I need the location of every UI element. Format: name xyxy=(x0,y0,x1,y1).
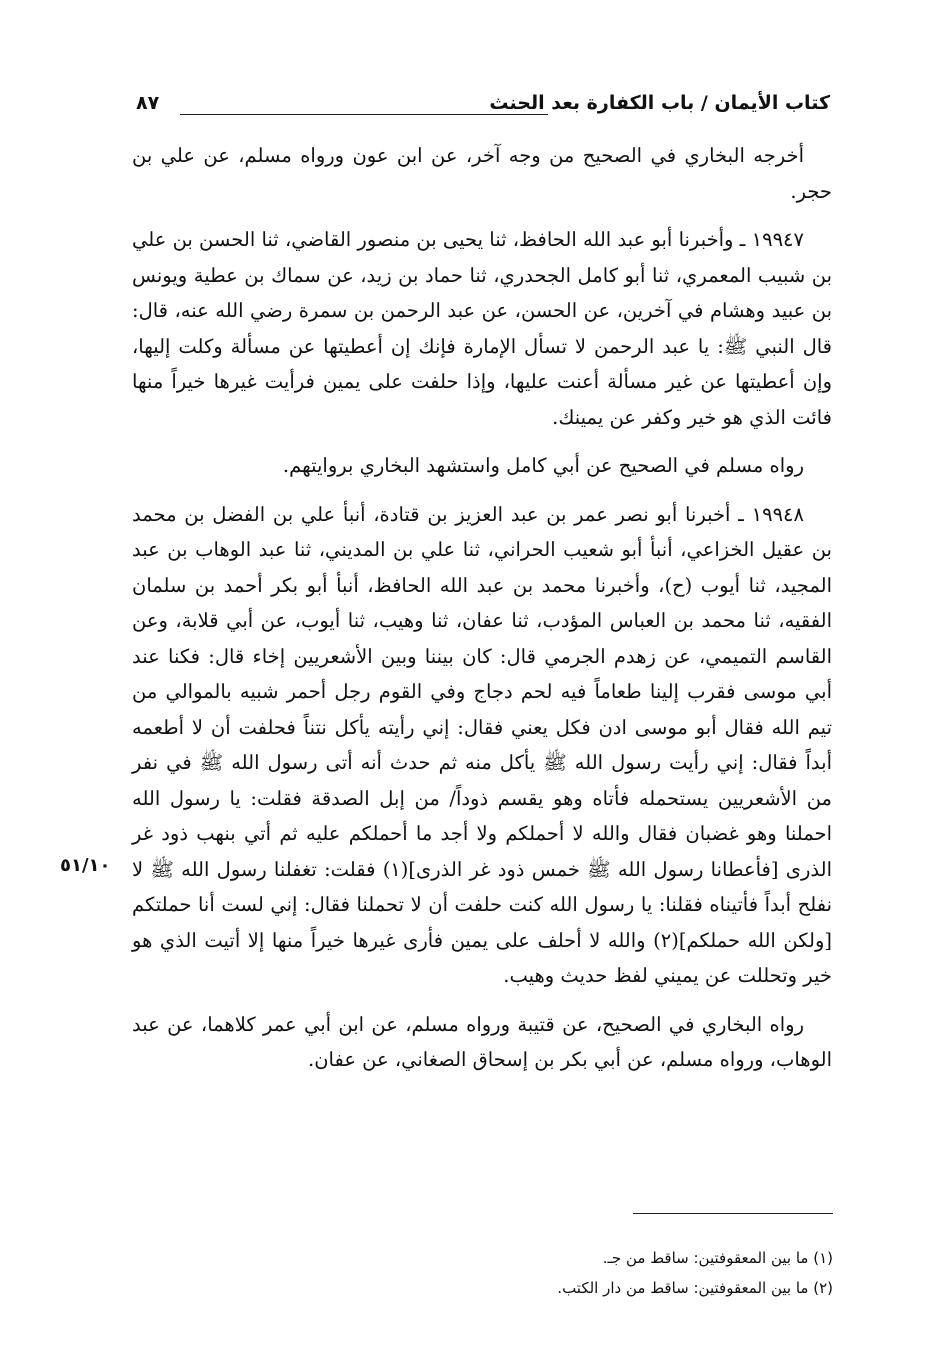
header-title: كتاب الأيمان / باب الكفارة بعد الحنث xyxy=(489,92,830,114)
margin-reference: ٥١/١٠ xyxy=(60,855,111,876)
main-text xyxy=(132,138,832,1091)
footnote-rule xyxy=(633,1213,833,1214)
hadith-19947: ١٩٩٤٧ ـ وأخبرنا أبو عبد الله الحافظ، ثنا يحيى بن منصور القاضي، ثنا الحسن بن علي بن شبيب المعمري، ثنا أبو كامل الجحدري، ثنا حماد بن زيد، عن سماك بن عطية ويونس بن عبيد وهشام في آخرين، عن الحسن، عن عبد الرحمن بن سمرة رضي الله عنه، قال: قال النبي ﷺ: يا عبد الرحمن لا تسأل الإمارة فإنك إن أعطيتها عن مسألة وكلت إليها، وإن أعطيتها عن غير مسألة أعنت عليها، وإذا حلفت على يمين فرأيت غيرها خيراً منها فائت الذي هو خير وكفر عن يمينك. xyxy=(132,228,832,429)
hadith-19948: ١٩٩٤٨ ـ أخبرنا أبو نصر عمر بن عبد العزيز بن قتادة، أنبأ علي بن الفضل بن محمد بن عقيل الخزاعي، أنبأ أبو شعيب الحراني، ثنا علي بن المديني، ثنا عبد الوهاب بن عبد المجيد، ثنا أيوب (ح)، وأخبرنا محمد بن عبد الله الحافظ، أنبأ أبو بكر أحمد بن سلمان الفقيه، ثنا محمد بن العباس المؤدب، ثنا عفان، ثنا وهيب، ثنا أيوب، عن أبي قلابة، وعن القاسم التميمي، عن زهدم الجرمي قال: كان بيننا وبين الأشعريين إخاء قال: فكنا عند أبي موسى فقرب إلينا طعاماً فيه لحم دجاج وفي القوم رجل أحمر شبيه بالموالي من تيم الله فقال أبو موسى ادن فكل يعني فقال: إني رأيته يأكل نتناً فحلفت أن لا أطعمه أبداً فقال: إني رأيت رسول الله ﷺ يأكل منه ثم حدث أنه أتى رسول الله ﷺ في نفر من الأشعريين يستحمله فأتاه وهو يقسم ذوداً/ من إبل الصدقة فقلت: يا رسول الله احملنا وهو غضبان فقال والله لا أحملكم ولا أجد ما أحملكم عليه ثم أتي بنهب ذود غر الذرى [فأعطانا رسول الله ﷺ خمس ذود غر الذرى](١) فقلت: تغفلنا رسول الله ﷺ لا نفلح أبداً فأتيناه فقلنا: يا رسول الله كنت حلفت أن لا تحملنا فقال: إني لست أنا حملتكم [ولكن الله حملكم](٢) والله لا أحلف على يمين فأرى غيرها خيراً منها إلا أتيت الذي هو خير وتحللت عن يميني لفظ حديث وهيب. xyxy=(132,502,832,987)
page-number: ٨٧ xyxy=(136,92,160,114)
footnotes xyxy=(133,1243,833,1303)
footnote-1: (١) ما بين المعقوفتين: ساقط من جـ. xyxy=(602,1249,833,1267)
header-rule xyxy=(180,114,548,115)
footnote-2: (٢) ما بين المعقوفتين: ساقط من دار الكتب. xyxy=(557,1279,833,1297)
paragraph-5: رواه البخاري في الصحيح، عن قتيبة ورواه مسلم، عن ابن أبي عمر كلاهما، عن عبد الوهاب، ورواه مسلم، عن أبي بكر بن إسحاق الصغاني، عن عفان. xyxy=(132,1012,832,1071)
paragraph-1: أخرجه البخاري في الصحيح من وجه آخر، عن ابن عون ورواه مسلم، عن علي بن حجر. xyxy=(132,144,832,203)
running-header xyxy=(128,88,830,128)
paragraph-3: رواه مسلم في الصحيح عن أبي كامل واستشهد البخاري بروايتهم. xyxy=(282,454,804,477)
